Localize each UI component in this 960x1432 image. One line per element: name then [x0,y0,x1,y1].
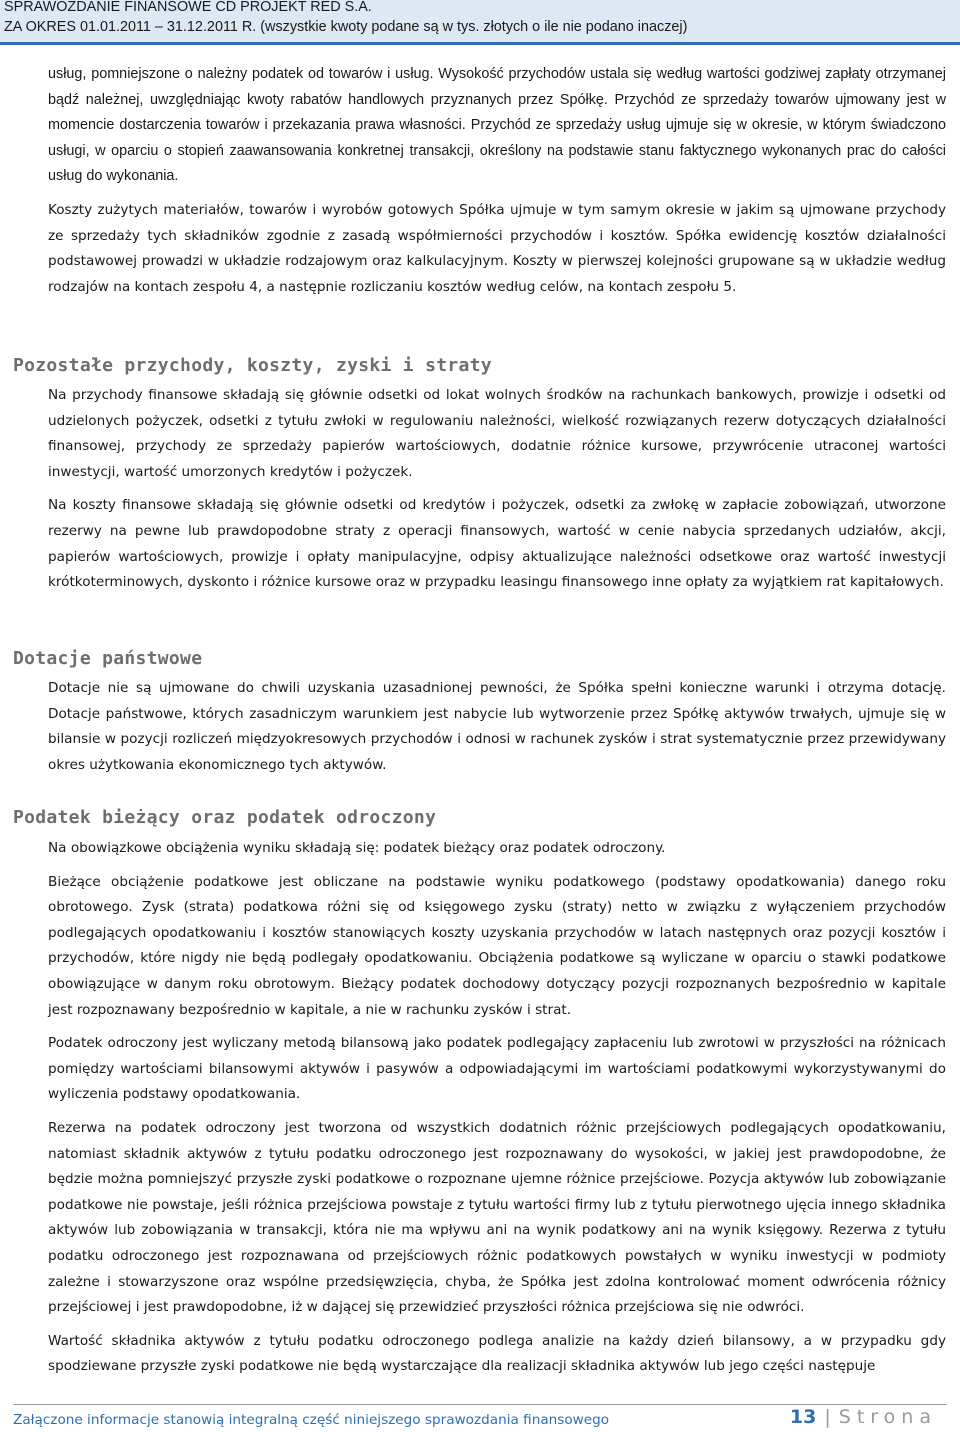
intro-paragraph-revenue: usług, pomniejszone o należny podatek od towarów i usług. Wysokość przychodów ustala się według wartości godziwej zapłaty otrzymanej bądź należnej, uwzględniając kwoty rabatów handlowych przyznanych przez Spółkę. Przychód ze sprzedaży towarów ujmowany jest w momencie dostarczenia towarów i przekazania prawa własności. Przychód ze sprzedaży usług ujmuje się w okresie, w którym świadczono usługi, w oparciu o stopień zaawansowania konkretnej transakcji, określony na podstawie stanu faktycznego wykonanych prac do całości usług do wykonania. [48,66,946,185]
section-other-income [48,383,946,604]
heading-government-grants: Dotacje państwowe [13,648,203,669]
header-company-title: SPRAWOZDANIE FINANSOWE CD PROJEKT RED S.A. [4,0,372,15]
section-income-tax [48,836,946,1388]
header-period-note: ZA OKRES 01.01.2011 – 31.12.2011 R. (wszystkie kwoty podane są w tys. złotych o ile nie podano inaczej) [4,19,688,35]
paragraph-deferred-tax-asset: Wartość składnika aktywów z tytułu podatku odroczonego podlega analizie na każdy dzień bilansowy, a w przypadku gdy spodziewane przyszłe zyski podatkowe nie będą wystarczające dla realizacji składnika aktywów lub jego części następuje [48,1332,946,1375]
paragraph-current-tax: Bieżące obciążenie podatkowe jest obliczane na podstawie wyniku podatkowego (podstawy opodatkowania) danego roku obrotowego. Zysk (strata) podatkowa różni się od księgowego zysku (straty) netto w związku z wyłączeniem przychodów podlegających opodatkowaniu i kosztów stanowiących koszty uzyskania przychodów w latach następnych oraz pozycji kosztów i przychodów, które nigdy nie będą podlegały opodatkowaniu. Obciążenia podatkowe są wyliczane w oparciu o stawki podatkowe obowiązujące w danym roku obrotowym. Bieżący podatek dochodowy dotyczący pozycji rozpoznanych bezpośrednio w kapitale jest rozpoznawany bezpośrednio w kapitale, a nie w rachunku zysków i strat. [48,873,946,1018]
intro-section [48,62,946,308]
page-separator: | [824,1406,831,1428]
page-number: 13 [789,1406,817,1428]
section-government-grants [48,676,946,786]
paragraph-tax-intro: Na obowiązkowe obciążenia wyniku składają się: podatek bieżący oraz podatek odroczony. [48,840,666,856]
paragraph-financial-costs: Na koszty finansowe składają się głównie odsetki od kredytów i pożyczek, odsetki za zwłokę w zapłacie zobowiązań, utworzone rezerwy na pewne lub prawdopodobne straty z operacji finansowych, wartość w cenie nabycia sprzedanych udziałów, akcji, papierów wartościowych, prowizje i opłaty manipulacyjne, odpisy aktualizujące należności odsetkowe oraz wartość inwestycji krótkoterminowych, dyskonto i różnice kursowe oraz w przypadku leasingu finansowego inne opłaty za wyjątkiem rat kapitałowych. [48,497,946,591]
page-label: Strona [838,1406,937,1428]
heading-income-tax: Podatek bieżący oraz podatek odroczony [13,807,437,828]
intro-paragraph-costs: Koszty zużytych materiałów, towarów i wyrobów gotowych Spółka ujmuje w tym samym okresie w jakim są ujmowane przychody ze sprzedaży tych składników zgodnie z zasadą współmierności przychodów i kosztów. Spółka ewidencję kosztów działalności podstawowej prowadzi w układzie rodzajowym oraz kalkulacyjnym. Koszty w pierwszej kolejności grupowane są w układzie według rodzajów na kontach zespołu 4, a następnie rozliczaniu kosztów według celów, na kontach zespołu 5. [48,201,946,295]
paragraph-deferred-tax: Podatek odroczony jest wyliczany metodą bilansową jako podatek podlegający zapłaceniu lub zwrotowi w przyszłości na różnicach pomiędzy wartościami bilansowymi aktywów i pasywów a odpowiadającymi im wartościami podatkowymi wykorzystywanymi do wyliczenia podstawy opodatkowania. [48,1035,946,1103]
footer-divider [13,1404,947,1405]
document-footer [0,1400,960,1432]
page-indicator [790,1406,937,1428]
footer-note: Załączone informacje stanowią integralną część niniejszego sprawozdania finansowego [13,1412,610,1428]
paragraph-deferred-tax-provision: Rezerwa na podatek odroczony jest tworzona od wszystkich dodatnich różnic przejściowych podlegających opodatkowaniu, natomiast składnik aktywów z tytułu podatku odroczonego jest rozpoznawany do wysokości, w jakiej jest prawdopodobne, że będzie można pomniejszyć przyszłe zyski podatkowe o rozpoznane ujemne różnice przejściowe. Pozycja aktywów lub zobowiązanie podatkowe nie powstaje, jeśli różnica przejściowa powstaje z tytułu wartości firmy lub z tytułu pierwotnego ujęcia innego składnika aktywów lub zobowiązania w transakcji, która nie ma wpływu ani na wynik podatkowy ani na wynik księgowy. Rezerwa z tytułu podatku odroczonego jest rozpoznawana od przejściowych różnic podatkowych powstałych w wyniku inwestycji w podmioty zależne i stowarzyszone oraz wspólne przedsięwzięcia, chyba, że Spółka jest zdolna kontrolować moment odwrócenia różnicy przejściowej i jest prawdopodobne, iż w dającej się przewidzieć przyszłości różnica przejściowa się nie odwróci. [48,1119,946,1316]
paragraph-financial-income: Na przychody finansowe składają się głównie odsetki od lokat wolnych środków na rachunkach bankowych, prowizje i odsetki od udzielonych pożyczek, odsetki z tytułu zwłoki w regulowaniu należności, wielkość rozwiązanych rezerw dotyczących działalności finansowej, przychody ze sprzedaży papierów wartościowych, dodatnie różnice kursowe, przywrócenie utraconej wartości inwestycji, wartość umorzonych kredytów i pożyczek. [48,387,946,480]
heading-other-income: Pozostałe przychody, koszty, zyski i straty [13,355,492,376]
document-header [0,0,960,45]
paragraph-grants: Dotacje nie są ujmowane do chwili uzyskania uzasadnionej pewności, że Spółka spełni konieczne warunki i otrzyma dotację. Dotacje państwowe, których zasadniczym warunkiem jest nabycie lub wytworzenie przez Spółkę aktywów trwałych, ujmuje się w bilansie w pozycji rozliczeń międzyokresowych przychodów i odnosi w rachunek zysków i strat systematycznie przez przewidywany okres użytkowania ekonomicznego tych aktywów. [48,680,946,773]
